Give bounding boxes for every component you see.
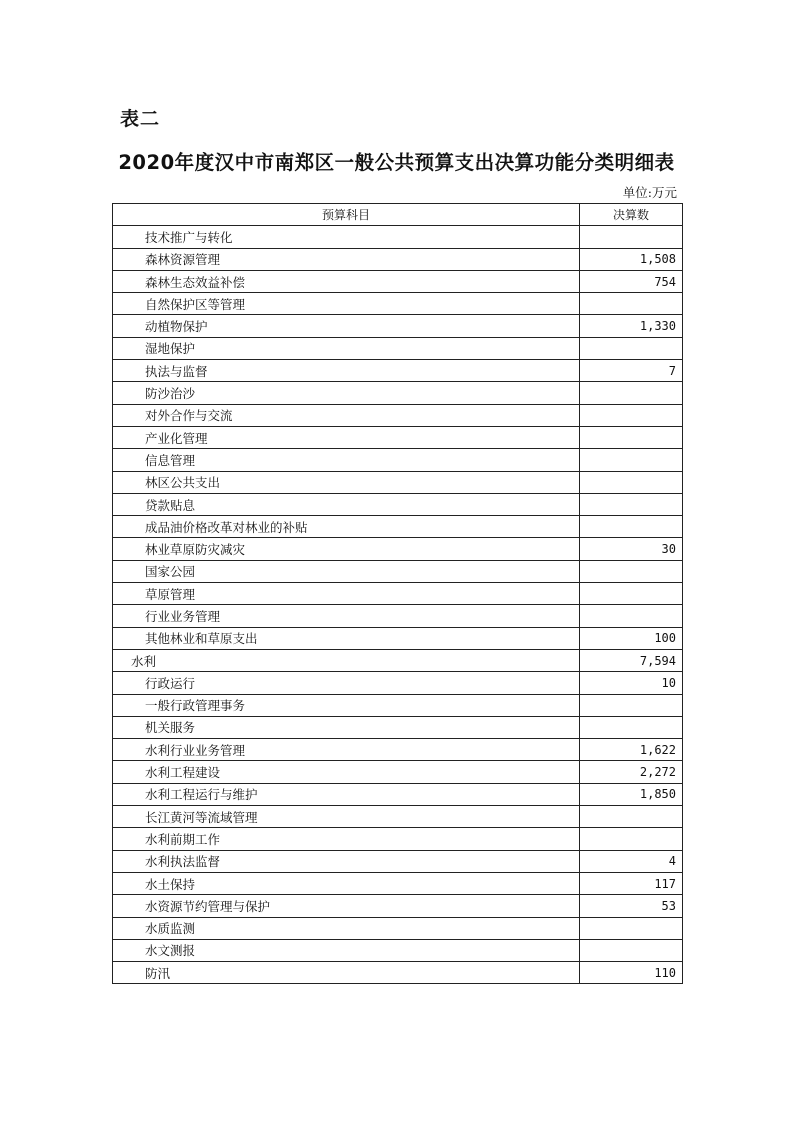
table-row [113, 939, 683, 961]
table-row [113, 828, 683, 850]
subject-cell: 林业草原防灾减灾 [113, 538, 580, 560]
subject-cell: 林区公共支出 [113, 471, 580, 493]
table-row [113, 739, 683, 761]
subject-cell: 长江黄河等流域管理 [113, 806, 580, 828]
amount-cell [580, 806, 683, 828]
subject-cell: 水利行业业务管理 [113, 739, 580, 761]
amount-cell [580, 828, 683, 850]
column-header-subject: 预算科目 [113, 204, 580, 226]
subject-cell: 其他林业和草原支出 [113, 627, 580, 649]
table-row [113, 382, 683, 404]
table-row [113, 516, 683, 538]
subject-cell: 水利工程运行与维护 [113, 783, 580, 805]
table-row [113, 471, 683, 493]
table-row [113, 293, 683, 315]
amount-cell [580, 382, 683, 404]
subject-cell: 产业化管理 [113, 426, 580, 448]
column-header-amount: 决算数 [580, 204, 683, 226]
subject-cell: 信息管理 [113, 449, 580, 471]
subject-cell: 水土保持 [113, 872, 580, 894]
table-row [113, 404, 683, 426]
amount-cell: 10 [580, 672, 683, 694]
amount-cell [580, 449, 683, 471]
table-row [113, 783, 683, 805]
subject-cell: 行政运行 [113, 672, 580, 694]
subject-cell: 动植物保护 [113, 315, 580, 337]
subject-cell: 国家公园 [113, 560, 580, 582]
amount-cell [580, 471, 683, 493]
amount-cell: 1,330 [580, 315, 683, 337]
table-row [113, 872, 683, 894]
amount-cell [580, 917, 683, 939]
amount-cell: 1,622 [580, 739, 683, 761]
table-row [113, 895, 683, 917]
table-row [113, 426, 683, 448]
amount-cell: 110 [580, 962, 683, 984]
amount-cell: 100 [580, 627, 683, 649]
subject-cell: 水利工程建设 [113, 761, 580, 783]
table-row [113, 761, 683, 783]
subject-cell: 防汛 [113, 962, 580, 984]
subject-cell: 贷款贴息 [113, 493, 580, 515]
amount-cell: 30 [580, 538, 683, 560]
table-row [113, 917, 683, 939]
table-row [113, 649, 683, 671]
table-row [113, 627, 683, 649]
table-row [113, 850, 683, 872]
amount-cell [580, 939, 683, 961]
subject-cell: 草原管理 [113, 583, 580, 605]
amount-cell: 754 [580, 270, 683, 292]
subject-cell: 水资源节约管理与保护 [113, 895, 580, 917]
amount-cell [580, 293, 683, 315]
amount-cell: 53 [580, 895, 683, 917]
amount-cell [580, 560, 683, 582]
amount-cell [580, 716, 683, 738]
table-row [113, 560, 683, 582]
amount-cell: 7,594 [580, 649, 683, 671]
header-row [113, 204, 683, 226]
amount-cell [580, 493, 683, 515]
amount-cell [580, 694, 683, 716]
table-label: 表二 [120, 108, 161, 130]
table-row [113, 583, 683, 605]
amount-cell [580, 583, 683, 605]
subject-cell: 森林资源管理 [113, 248, 580, 270]
table-row [113, 449, 683, 471]
subject-cell: 水利执法监督 [113, 850, 580, 872]
amount-cell: 1,508 [580, 248, 683, 270]
table-row [113, 493, 683, 515]
table-row [113, 806, 683, 828]
subject-cell: 机关服务 [113, 716, 580, 738]
amount-cell [580, 337, 683, 359]
subject-cell: 水文测报 [113, 939, 580, 961]
table-row [113, 226, 683, 248]
subject-cell: 湿地保护 [113, 337, 580, 359]
table-row [113, 360, 683, 382]
amount-cell [580, 605, 683, 627]
subject-cell: 对外合作与交流 [113, 404, 580, 426]
amount-cell: 2,272 [580, 761, 683, 783]
table-body [113, 226, 683, 984]
amount-cell: 7 [580, 360, 683, 382]
amount-cell: 117 [580, 872, 683, 894]
table-row [113, 248, 683, 270]
subject-cell: 水利前期工作 [113, 828, 580, 850]
table-row [113, 315, 683, 337]
subject-cell: 森林生态效益补偿 [113, 270, 580, 292]
subject-cell: 水利 [113, 649, 580, 671]
table-row [113, 962, 683, 984]
table-row [113, 694, 683, 716]
amount-cell: 1,850 [580, 783, 683, 805]
amount-cell [580, 226, 683, 248]
table-row [113, 538, 683, 560]
budget-table [112, 203, 683, 984]
subject-cell: 技术推广与转化 [113, 226, 580, 248]
table-row [113, 672, 683, 694]
table-row [113, 716, 683, 738]
table-row [113, 337, 683, 359]
table-row [113, 270, 683, 292]
page-title: 2020年度汉中市南郑区一般公共预算支出决算功能分类明细表 [118, 151, 675, 174]
subject-cell: 防沙治沙 [113, 382, 580, 404]
subject-cell: 执法与监督 [113, 360, 580, 382]
amount-cell [580, 516, 683, 538]
subject-cell: 一般行政管理事务 [113, 694, 580, 716]
amount-cell [580, 404, 683, 426]
amount-cell [580, 426, 683, 448]
table-row [113, 605, 683, 627]
subject-cell: 水质监测 [113, 917, 580, 939]
table-header [113, 204, 683, 226]
amount-cell: 4 [580, 850, 683, 872]
subject-cell: 成品油价格改革对林业的补贴 [113, 516, 580, 538]
unit-label: 单位:万元 [622, 185, 677, 200]
subject-cell: 行业业务管理 [113, 605, 580, 627]
subject-cell: 自然保护区等管理 [113, 293, 580, 315]
